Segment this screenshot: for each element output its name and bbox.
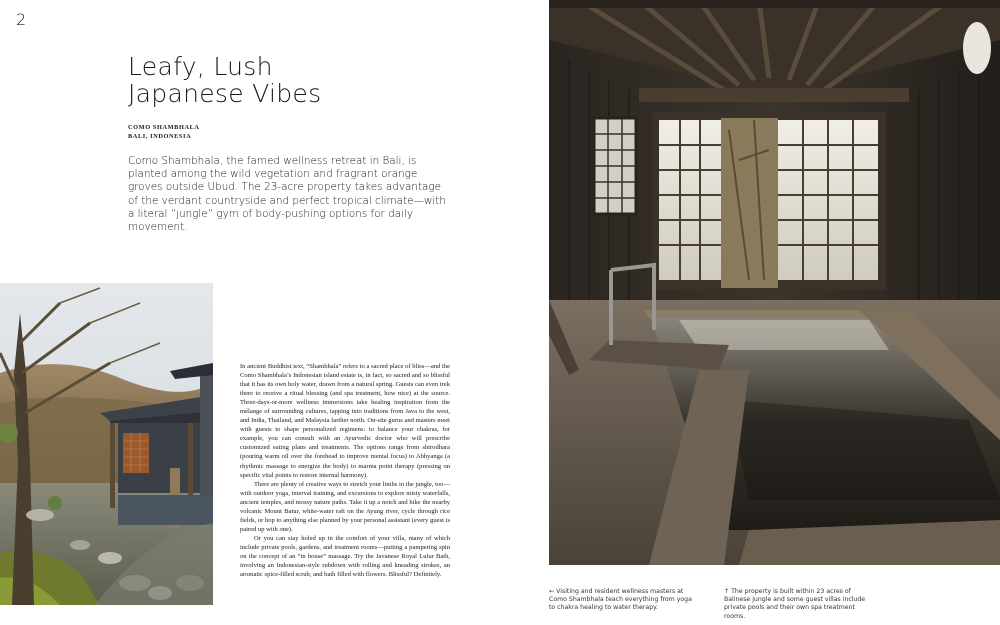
location-place: BALI, INDONESIA xyxy=(128,133,192,140)
page-number: 2 xyxy=(16,10,27,29)
garden-pavilion-photo xyxy=(0,283,213,605)
onsen-bath-photo xyxy=(549,0,1000,565)
body-text xyxy=(240,362,450,579)
location-name: COMO SHAMBHALA xyxy=(128,124,200,131)
body-paragraph-1: In ancient Buddhist text, “Shambhala” refers to a sacred place of bliss—and the Como Shambhala’s Indonesian island estate is, in fact, so sacred and so blissful that it has its own holy water, drawn from a natural spring. Guests can even trek there to receive a ritual blessing (and spa treatment, how nice) at the source. Three-days-or-more wellness immersions take healing inspiration from the mélange of surrounding cultures, tapping into traditions from Java to the west, and India, Thailand, and Malaysia farther north. On-site gurus and masters meet with guests to shape personalized regimens: to balance your chakras, for example, you can consult with an Ayurvedic doctor who will prescribe customized eating plans and treatments. The options range from shirodhara (pouring warm oil over the forehead to improve mental focus) to Abhyanga (a rhythmic massage to energize the body) to marma point therapy (pressing on specific vital points to restore internal harmony). xyxy=(240,363,450,479)
caption-left: ← Visiting and resident wellness masters at Como Shambhala teach everything from yoga to chakra healing to water therapy. xyxy=(549,588,692,612)
title-line-2: Japanese Vibes xyxy=(128,79,322,108)
body-paragraph-2: There are plenty of creative ways to stretch your limbs in the jungle, too—with outdoor yoga, interval training, and excursions to explore misty waterfalls, ancient temples, and mossy nature paths. Take it up a notch and hike the nearby volcanic Mount Batur, white-water raft on the Ayung river, cycle through rice fields, or hop to anything else planned by your personal assistant (every guest is paired up with one). xyxy=(240,480,450,533)
location-label xyxy=(128,123,200,141)
body-paragraph-3: Or you can stay holed up in the comfort of your villa, many of which include private pools, gardens, and treatment rooms—putting a pampering spin on the concept of an “in house” massage. Try the Javanese Royal Lulur Bath, involving an Indonesian-style rubdown with rolling and kneading strokes, an aromatic spice-filled scrub, and bath filled with flowers. Blissful? Definitely. xyxy=(240,534,450,579)
caption-right: ↑ The property is built within 23 acres of Balinese jungle and some guest villas include private pools and their own spa treatment rooms. xyxy=(724,588,866,620)
intro-paragraph: Como Shambhala, the famed wellness retreat in Bali, is planted among the wild vegetation and fragrant orange groves outside Ubud. The 23-acre property takes advantage of the verdant countryside and perfect tropical climate—with a literal “jungle” gym of body-pushing options for daily movement. xyxy=(128,155,446,234)
title-line-1: Leafy, Lush xyxy=(128,52,273,81)
article-title xyxy=(128,53,321,107)
